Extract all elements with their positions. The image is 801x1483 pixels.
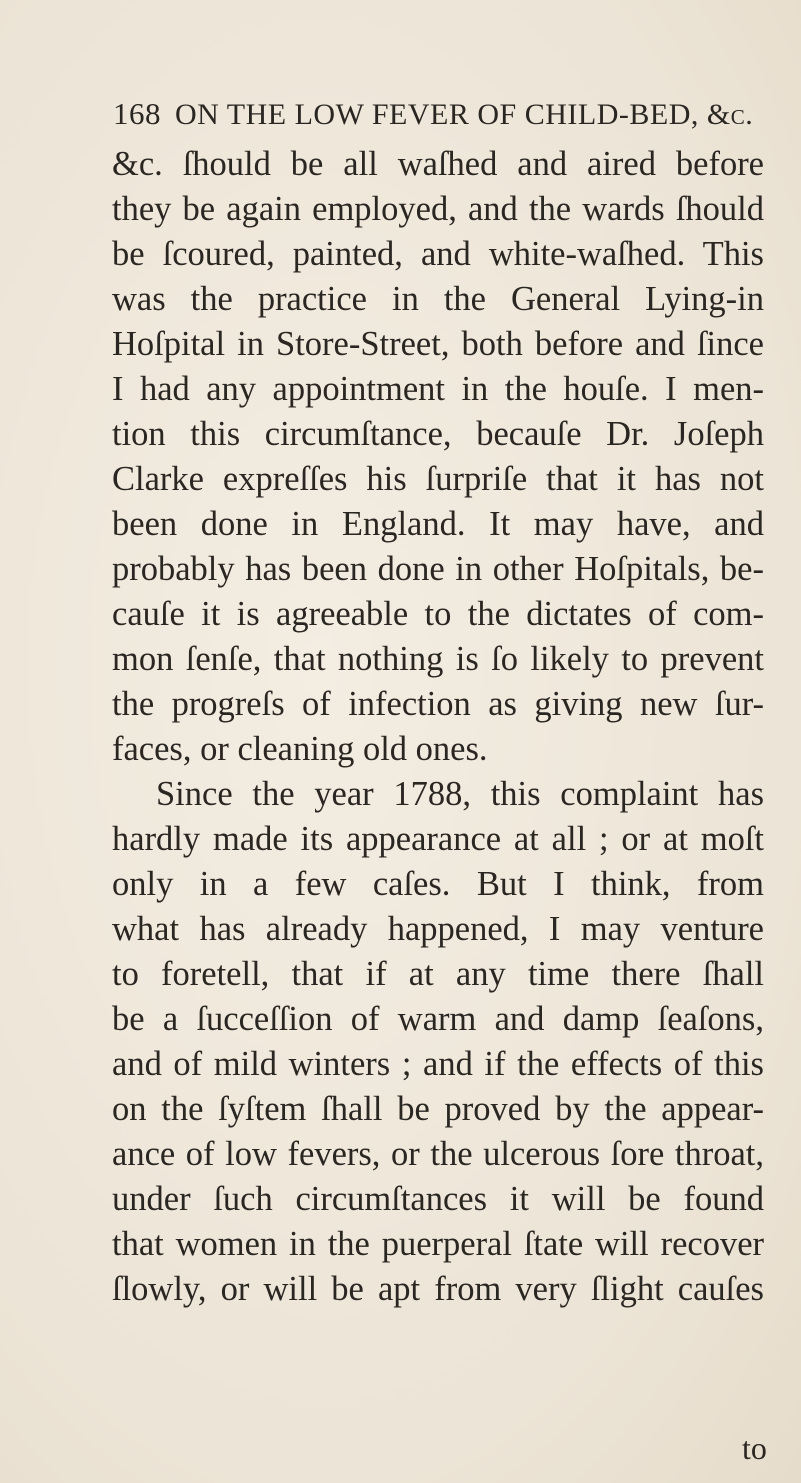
text-line: Since the year 1788, this complaint has xyxy=(156,775,764,813)
text-line: only in a few caſes. But I think, from xyxy=(112,865,764,903)
text-line: faces, or cleaning old ones. xyxy=(112,730,488,768)
text-line: to foretell, that if at any time there ſhall xyxy=(112,955,764,993)
text-line: I had any appointment in the houſe. I men- xyxy=(112,370,764,408)
catchword: to xyxy=(742,1430,767,1466)
text-line: be ſcoured, painted, and white-waſhed. This xyxy=(112,235,764,273)
text-line: ance of low fevers, or the ulcerous ſore throat, xyxy=(112,1135,764,1173)
running-header xyxy=(113,96,773,132)
text-line: under ſuch circumſtances it will be found xyxy=(112,1180,764,1218)
text-line: probably has been done in other Hoſpitals, be- xyxy=(112,550,764,588)
text-line: what has already happened, I may venture xyxy=(112,910,764,948)
text-line: been done in England. It may have, and xyxy=(112,505,764,543)
text-line: cauſe it is agreeable to the dictates of com- xyxy=(112,595,764,633)
text-line: ſlowly, or will be apt from very ſlight cauſes xyxy=(112,1270,764,1308)
text-line: hardly made its appearance at all ; or at moſt xyxy=(112,820,764,858)
page-number: 168 xyxy=(113,96,161,131)
text-line: the progreſs of infection as giving new ſur- xyxy=(112,685,764,723)
text-line: that women in the puerperal ſtate will recover xyxy=(112,1225,764,1263)
text-line: mon ſenſe, that nothing is ſo likely to prevent xyxy=(112,640,764,678)
text-line: tion this circumſtance, becauſe Dr. Joſeph xyxy=(112,415,764,453)
text-line: be a ſucceſſion of warm and damp ſeaſons, xyxy=(112,1000,764,1038)
text-line: &c. ſhould be all waſhed and aired before xyxy=(112,145,764,183)
text-line: on the ſyſtem ſhall be proved by the appear- xyxy=(112,1090,764,1128)
text-line: they be again employed, and the wards ſhould xyxy=(112,190,764,228)
text-line: Clarke expreſſes his ſurpriſe that it has not xyxy=(112,460,764,498)
text-line: was the practice in the General Lying-in xyxy=(112,280,764,318)
text-line: Hoſpital in Store-Street, both before and ſince xyxy=(112,325,764,363)
running-title: ON THE LOW FEVER OF CHILD-BED, &c. xyxy=(175,98,754,131)
text-line: and of mild winters ; and if the effects of this xyxy=(112,1045,764,1083)
